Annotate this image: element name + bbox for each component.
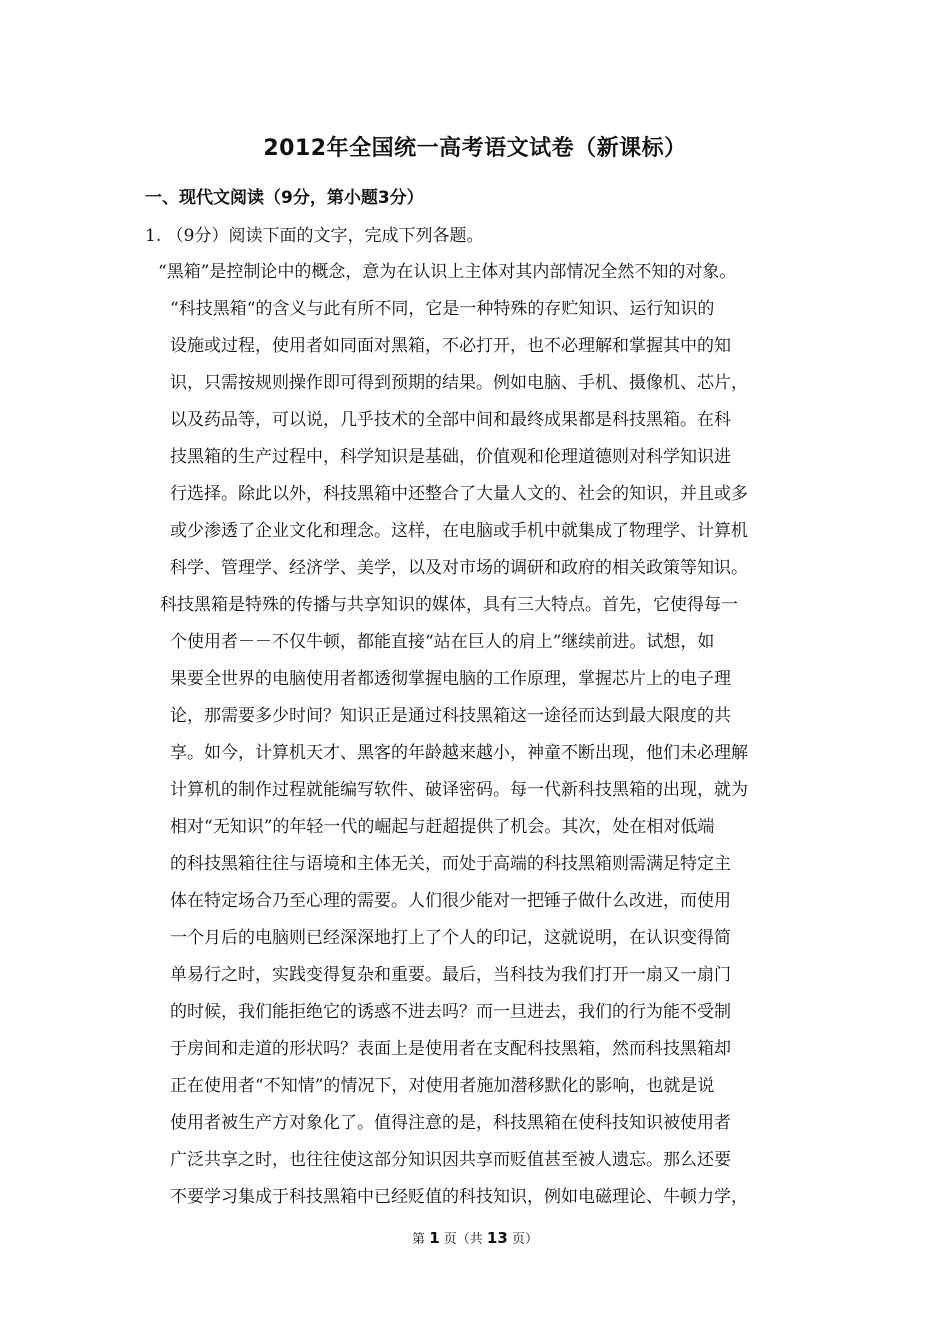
paragraph-line: 设施或过程，使用者如同面对黑箱，不必打开，也不必理解和掌握其中的知 [170,336,731,356]
page-footer [0,1228,950,1250]
paragraph-line: “黑箱”是控制论中的概念，意为在认识上主体对其内部情况全然不知的对象。 [158,262,737,282]
paragraph-line: 广泛共享之时，也往往使这部分知识因共享而贬值甚至被人遗忘。那么还要 [170,1150,731,1170]
paragraph-line: 使用者被生产方对象化了。值得注意的是，科技黑箱在使科技知识被使用者 [170,1113,731,1133]
paragraph-line: 于房间和走道的形状吗？表面上是使用者在支配科技黑箱，然而科技黑箱却 [170,1039,731,1059]
paragraph-line: 体在特定场合乃至心理的需要。人们很少能对一把锤子做什么改进，而使用 [170,891,731,911]
paragraph-line: 不要学习集成于科技黑箱中已经贬值的科技知识，例如电磁理论、牛顿力学， [170,1187,748,1207]
section-heading: 一、现代文阅读（9分，第小题3分） [145,188,424,208]
paragraph-line: 正在使用者“不知情”的情况下，对使用者施加潜移默化的影响，也就是说 [170,1076,715,1096]
page-title: 2012年全国统一高考语文试卷（新课标） [263,136,687,161]
paragraph-line: 果要全世界的电脑使用者都透彻掌握电脑的工作原理，掌握芯片上的电子理 [170,669,731,689]
paragraph-line: 个使用者－－不仅牛顿，都能直接“站在巨人的肩上”继续前进。试想，如 [170,632,715,652]
footer-suffix: 页） [511,1232,538,1247]
current-page-number: 1 [429,1229,440,1247]
paragraph-line: 以及药品等，可以说，几乎技术的全部中间和最终成果都是科技黑箱。在科 [170,410,731,430]
paragraph-line: 科学、管理学、经济学、美学，以及对市场的调研和政府的相关政策等知识。 [170,558,748,578]
paragraph-line: 技黑箱的生产过程中，科学知识是基础，价值观和伦理道德则对科学知识进 [170,447,731,467]
paragraph-line: “科技黑箱“的含义与此有所不同，它是一种特殊的存贮知识、运行知识的 [170,299,715,319]
question-prompt: 1. （9分）阅读下面的文字，完成下列各题。 [145,226,484,246]
paragraph-line: 的科技黑箱往往与语境和主体无关，而处于高端的科技黑箱则需满足特定主 [170,854,731,874]
paragraph-line: 计算机的制作过程就能编写软件、破译密码。每一代新科技黑箱的出现，就为 [170,780,748,800]
total-page-count: 13 [486,1229,508,1247]
paragraph-line: 行选择。除此以外，科技黑箱中还整合了大量人文的、社会的知识，并且或多 [170,484,748,504]
footer-middle: 页（共 [443,1232,483,1247]
paragraph-line: 识，只需按规则操作即可得到预期的结果。例如电脑、手机、摄像机、芯片， [170,373,748,393]
paragraph-line: 相对“无知识”的年轻一代的崛起与赶超提供了机会。其次，处在相对低端 [170,817,715,837]
paragraph-line: 一个月后的电脑则已经深深地打上了个人的印记，这就说明，在认识变得简 [170,928,731,948]
paragraph-line: 论，那需要多少时间？知识正是通过科技黑箱这一途径而达到最大限度的共 [170,706,731,726]
paragraph-line: 单易行之时，实践变得复杂和重要。最后，当科技为我们打开一扇又一扇门 [170,965,731,985]
footer-prefix: 第 [412,1232,426,1247]
paragraph-line: 的时候，我们能拒绝它的诱惑不进去吗？而一旦进去，我们的行为能不受制 [170,1002,731,1022]
paragraph-line: 或少渗透了企业文化和理念。这样，在电脑或手机中就集成了物理学、计算机 [170,521,748,541]
paragraph-line: 科技黑箱是特殊的传播与共享知识的媒体，具有三大特点。首先，它使得每一 [160,595,738,615]
paragraph-line: 享。如今，计算机天才、黑客的年龄越来越小，神童不断出现，他们未必理解 [170,743,748,763]
